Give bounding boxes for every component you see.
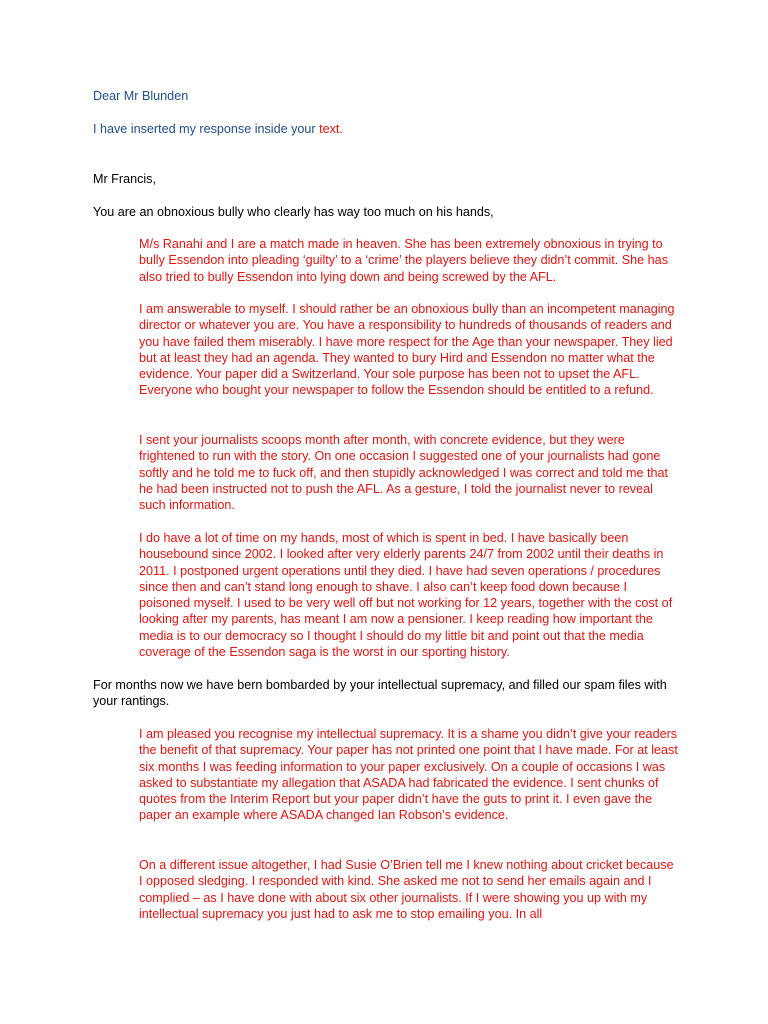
- response-paragraph: I do have a lot of time on my hands, most of which is spent in bed. I have basically been housebound since 2002. I looked after very elderly parents 24/7 from 2002 until their deaths in 2011. I postponed urgent operations until they died. I have had seven operations / procedures since then and can’t stand long enough to shave. I also can’t keep food down because I poisoned myself. I used to be very well off but not working for 12 years, together with the cost of looking after my parents, has meant I am now a pensioner. I keep reading how important the media is to our democracy so I thought I should do my little bit and point out that the media coverage of the Essendon saga is the worst in our sporting history.: [139, 531, 673, 660]
- response-paragraph: I am pleased you recognise my intellectual supremacy. It is a shame you didn’t give your readers the benefit of that supremacy. Your paper has not printed one point that I have made. For at least six months I was feeding information to your paper exclusively. On a couple of occasions I was asked to substantiate my allegation that ASADA had fabricated the evidence. I sent chunks of quotes from the Interim Report but your paper didn’t have the guts to print it. I even gave the paper an example where ASADA changed Ian Robson’s evidence.: [139, 727, 678, 823]
- intro-text: I have inserted my response inside your: [93, 122, 320, 136]
- intro-highlight: text.: [319, 122, 343, 136]
- quoted-greeting: Mr Francis,: [93, 172, 156, 186]
- quoted-paragraph: You are an obnoxious bully who clearly has way too much on his hands,: [93, 205, 494, 219]
- response-paragraph: I am answerable to myself. I should rather be an obnoxious bully than an incompetent managing director or whatever you are. You have a responsibility to hundreds of thousands of readers and you have failed them miserably. I have more respect for the Age than your newspaper. They lied but at least they had an agenda. They wanted to bury Hird and Essendon no matter what the evidence. Your paper did a Switzerland. Your sole purpose has been not to upset the AFL. Everyone who bought your newspaper to follow the Essendon should be entitled to a refund.: [139, 302, 675, 398]
- intro-line: [93, 121, 693, 137]
- response-paragraph: M/s Ranahi and I are a match made in heaven. She has been extremely obnoxious in trying to bully Essendon into pleading ‘guilty’ to a ‘crime’ the players believe they didn’t commit. She has also tried to bully Essendon into lying down and being screwed by the AFL.: [139, 237, 668, 284]
- response-paragraph: I sent your journalists scoops month after month, with concrete evidence, but they were frightened to run with the story. On one occasion I suggested one of your journalists had gone softly and he told me to fuck off, and then stupidly acknowledged I was correct and told me that he had been instructed not to push the AFL. As a gesture, I told the journalist never to reveal such information.: [139, 433, 669, 513]
- salutation: Dear Mr Blunden: [93, 89, 189, 103]
- quoted-paragraph: For months now we have bern bombarded by your intellectual supremacy, and filled our spam files with your rantings.: [93, 678, 667, 709]
- response-paragraph: On a different issue altogether, I had Susie O’Brien tell me I knew nothing about cricket because I opposed sledging. I responded with kind. She asked me not to send her emails again and I complied – as I have done with about six other journalists. If I were showing you up with my intellectual supremacy you just had to ask me to stop emailing you. In all: [139, 858, 674, 921]
